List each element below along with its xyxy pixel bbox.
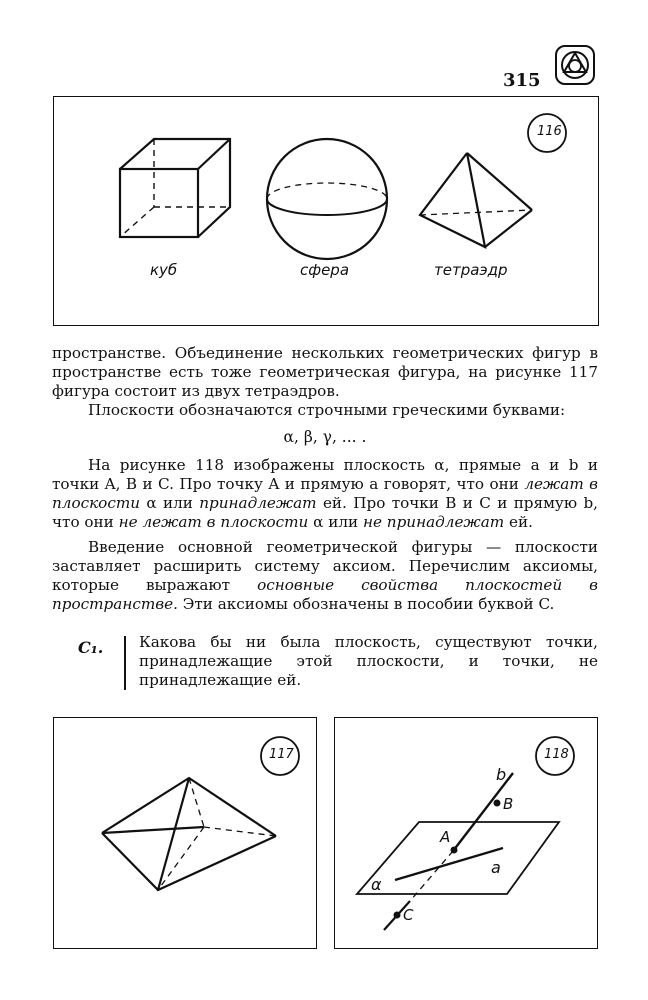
label-plane-alpha: α: [371, 875, 382, 894]
label-point-B: B: [503, 795, 514, 813]
label-tetrahedron: тетраэдр: [434, 261, 508, 279]
figure-118-number: 118: [544, 747, 569, 762]
axiom-label: C₁.: [78, 638, 104, 657]
label-point-C: C: [403, 906, 414, 924]
cube-shape: [120, 139, 230, 237]
figure-118: [334, 717, 598, 949]
double-tetrahedron-shape: [102, 778, 276, 890]
main-text: [52, 344, 598, 614]
point-C: [394, 912, 401, 919]
label-sphere: сфера: [300, 261, 350, 279]
paragraph-3: На рисунке 118 изображены плоскость α, прямые a и b и точки A, B и C. Про точку A и прямую a говорят, что они лежат в плоскости α или принадлежат ей. Про точки B и C и прямую b, что они не лежат в плоскости α или не принадлежат ей.: [52, 456, 599, 531]
figure-116: [53, 96, 599, 326]
line-a: [395, 848, 503, 880]
axiom-text: Какова бы ни была плоскость, существуют точки, принадлежащие этой плоскости, и точки, не принадлежащие ей.: [139, 633, 598, 689]
tetrahedron-shape: [420, 153, 532, 247]
paragraph-4: Введение основной геометрической фигуры — плоскости заставляет расширить систему аксиом. Перечислим аксиомы, которые выражают основные свойства плоскостей в пространстве. Эти аксиомы обозначены в пособии буквой C.: [52, 538, 598, 613]
axiom-divider: [124, 636, 126, 690]
greek-letters-list: α, β, γ, ... .: [283, 428, 367, 446]
figure-117: [53, 717, 317, 949]
sphere-shape: [267, 139, 387, 259]
label-line-a: a: [491, 858, 501, 877]
plane-alpha: [357, 822, 559, 894]
page-number: 315: [503, 70, 541, 91]
point-A: [451, 847, 458, 854]
label-point-A: A: [440, 828, 451, 846]
paragraph-2: Плоскости обозначаются строчными греческими буквами:: [88, 401, 566, 419]
label-cube: куб: [150, 261, 178, 279]
figure-117-number: 117: [269, 747, 294, 762]
figure-116-number: 116: [537, 124, 562, 139]
point-B: [494, 800, 501, 807]
paragraph-1: пространстве. Объединение нескольких геометрических фигур в пространстве есть тоже геометрическая фигура, на рисунке 117 фигура состоит из двух тетраэдров.: [52, 344, 598, 400]
label-line-b: b: [496, 765, 507, 784]
emblem-logo-icon: [554, 44, 596, 86]
figure-116-drawing: [54, 97, 600, 327]
